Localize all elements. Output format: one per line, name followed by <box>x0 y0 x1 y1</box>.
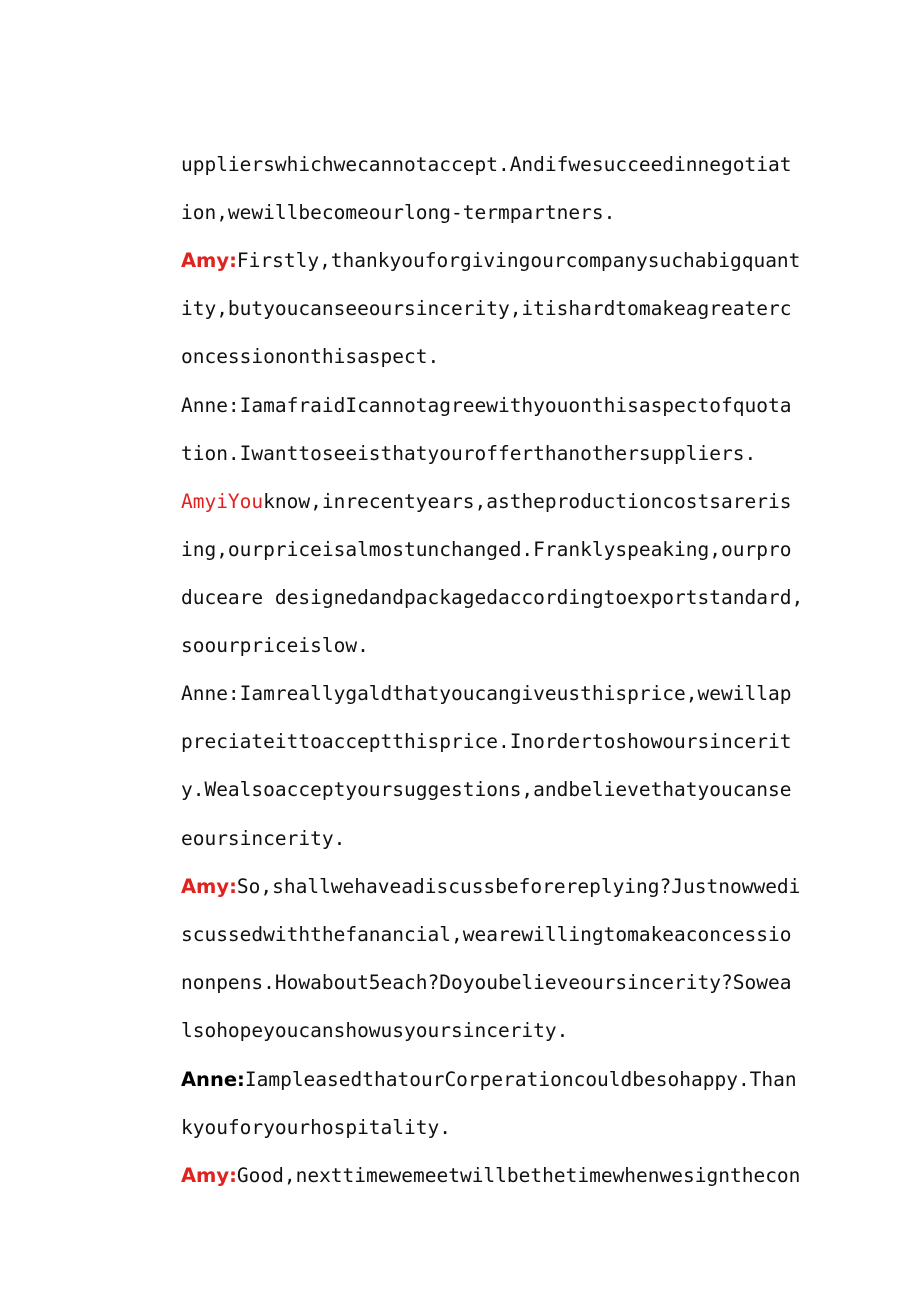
line-text: ing,ourpriceisalmostunchanged.Franklyspeaking,ourpro <box>180 538 792 561</box>
text-line <box>134 547 804 609</box>
text-line <box>134 114 792 176</box>
line-text: upplierswhichwecannotaccept.Andifwesucceedinnegotiat <box>180 153 792 176</box>
line-text: kyouforyourhospitality. <box>180 1116 451 1139</box>
text-line <box>134 788 784 850</box>
text-line <box>134 932 792 994</box>
dialogue-line-amy <box>134 836 801 898</box>
speaker-label: Amy: <box>180 875 237 898</box>
line-text: tion.Iwanttoseeisthatyourofferthanothersuppliers. <box>180 442 757 465</box>
text-line <box>134 1077 784 1139</box>
line-text: soourpriceislow. <box>180 634 369 657</box>
line-text: Good,nexttimewemeetwillbethetimewhenwesignthecon <box>236 1164 801 1187</box>
line-text: y.Wealsoacceptyoursuggestions,andbelievethatyoucanse <box>180 778 792 801</box>
dialogue-line-amy <box>134 1125 801 1187</box>
text-line <box>134 258 792 320</box>
line-text: ity,butyoucanseeoursincerity,itishardtomakeagreaterc <box>180 297 792 320</box>
text-line <box>134 980 784 1042</box>
text-line <box>134 306 784 368</box>
text-line <box>134 884 792 946</box>
line-text: ion,wewillbecomeourlong-termpartners. <box>180 201 616 224</box>
line-text: nonpens.Howabout5each?Doyoubelieveoursincerity?Sowea <box>180 971 792 994</box>
speaker-label: AmyiYou <box>180 490 264 513</box>
line-text: IampleasedthatourCorperationcouldbesohappy.Than <box>244 1068 797 1091</box>
text-line <box>134 739 792 801</box>
line-text: preciateittoacceptthisprice.Inordertoshowoursincerit <box>180 730 792 753</box>
line-text: Anne:Iamreallygaldthatyoucangiveusthisprice,wewillap <box>180 682 792 705</box>
dialogue-line-anne <box>134 643 792 705</box>
text-line <box>134 595 784 657</box>
line-text: Firstly,thankyouforgivingourcompanysuchabigquant <box>236 249 801 272</box>
speaker-label: Amy: <box>180 249 237 272</box>
line-text: So,shallwehaveadiscussbeforereplying?Justnowwedi <box>236 875 801 898</box>
text-line <box>134 691 792 753</box>
line-text: Anne:IamafraidIcannotagreewithyouonthisaspectofquota <box>180 394 792 417</box>
speaker-label: Anne: <box>180 1068 245 1091</box>
dialogue-line-anne <box>134 355 792 417</box>
speaker-label: Amy: <box>180 1164 237 1187</box>
text-line <box>134 499 792 561</box>
text-line <box>134 162 784 224</box>
line-text: know,inrecentyears,astheproductioncostsareris <box>263 490 792 513</box>
line-text: scussedwiththefanancial,wearewillingtomakeaconcessio <box>180 923 792 946</box>
line-text: oncessiononthisaspect. <box>180 345 440 368</box>
dialogue-line-anne <box>134 1029 797 1091</box>
dialogue-line-amy <box>134 210 801 272</box>
text-line <box>134 403 784 465</box>
dialogue-line-amy <box>134 451 792 513</box>
line-text: duceare designedandpackagedaccordingtoexportstandard, <box>180 586 804 609</box>
line-text: lsohopeyoucanshowusyoursincerity. <box>180 1019 569 1042</box>
line-text: eoursincerity. <box>180 827 346 850</box>
